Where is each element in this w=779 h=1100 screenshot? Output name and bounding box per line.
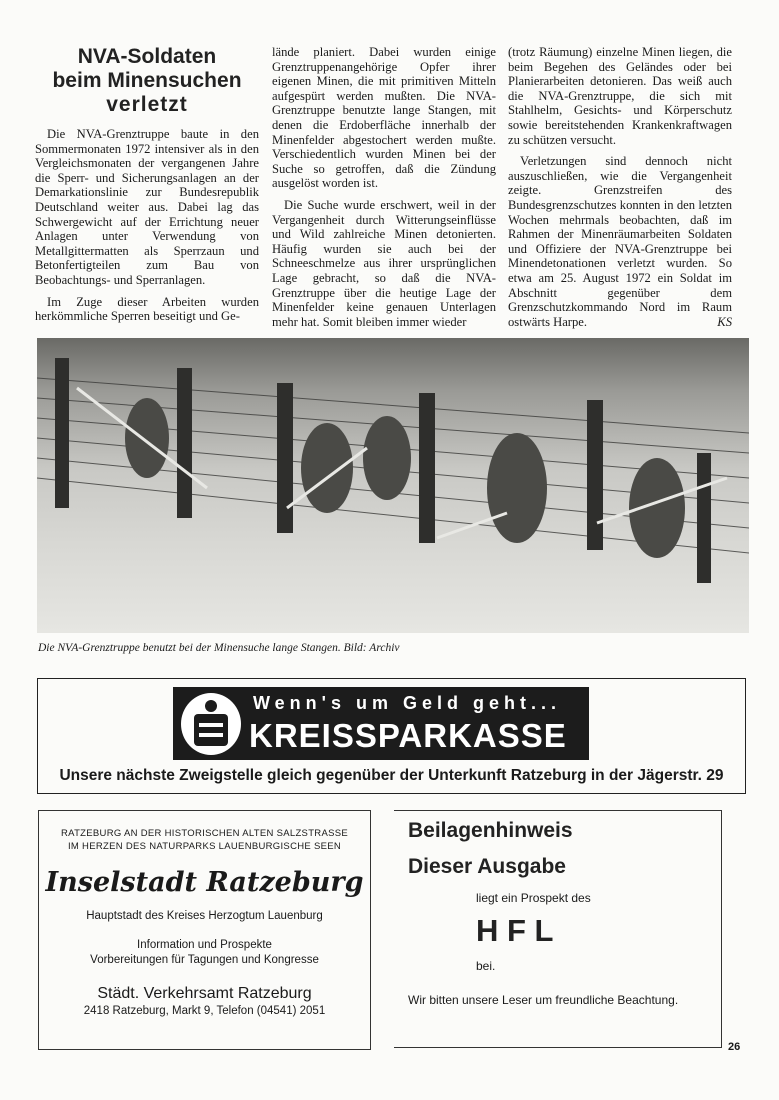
paragraph: Die NVA-Grenztruppe baute in den Sommermonaten 1972 intensiver als in den Vergleichsmonaten der vergangenen Jahre die Sperr- und Sicherungsanlagen an der Demarkationslinie zur Bundesrepublik Deutschland weiter aus. Dabei lag das Schwergewicht auf der Errichtung neuer Anlagen unter Verwendung von Metallgittermatten als Sperrzaun und Betonfertigteilen zum Bau von Beobachtungs- und Sperranlagen. — [35, 127, 259, 287]
headline-line: beim Minensuchen — [52, 69, 242, 92]
headline-line: verletzt — [106, 93, 188, 116]
notice-text-end: bei. — [476, 959, 496, 973]
ad-info: Information und Prospekte — [137, 939, 272, 951]
paragraph — [508, 154, 732, 329]
notice-brand: H F L — [476, 913, 554, 948]
paragraph: lände planiert. Dabei wurden einige Grenztruppenangehörige Opfer ihrer eigenen Minen, die mit primitiven Mitteln aufgespürt werden mußten. Die NVA-Grenztruppe benutzte lange Stangen, mit denen die Erdoberfläche innerhalb der Minenfelder abgestochert werden mußte. Verschiedentlich wurden Minen bei der Suche so getroffen, daß die Zündung ausgelöst worden ist. — [272, 45, 496, 191]
ad-office: Städt. Verkehrsamt Ratzeburg — [97, 985, 312, 1002]
notice-note: Wir bitten unsere Leser um freundliche Beachtung. — [408, 993, 679, 1007]
headline-line: NVA-Soldaten — [77, 45, 217, 68]
paragraph: (trotz Räumung) einzelne Minen liegen, die beim Begehen des Geländes oder bei Planierarbeiten detonieren. Das weiß auch die NVA-Grenztruppe, die sich mit Stahlhelm, Gesichts- und Körperschutz sowie bereitstehenden Krankenkraftwagen zu schützen versucht. — [508, 45, 732, 147]
article-column-1 — [35, 45, 259, 331]
notice-text: liegt ein Prospekt des — [476, 891, 591, 905]
notice-subtitle: Dieser Ausgabe — [408, 855, 566, 878]
author-signature: KS — [717, 314, 732, 329]
kreissparkasse-ad — [37, 678, 746, 794]
article-photo — [37, 338, 749, 633]
paragraph-text: Verletzungen sind dennoch nicht auszuschließen, wie die Vergangenheit zeigte. Grenzstreifen des Bundesgrenzschutzes konnten in den letzten Wochen mehrmals beobachten, daß im Rahmen der Minenräumarbeiten Soldaten und Offiziere der NVA-Grenztruppe bei Minendetonationen verletzt wurden. So etwa am 25. August 1972 ein Soldat im Abschnitt gegenüber dem Grenzschutzkommando Nord im Raum ostwärts Harpe. — [508, 154, 732, 329]
beilage-notice — [394, 810, 722, 1048]
article-headline — [35, 45, 259, 117]
ratzeburg-ad — [38, 810, 371, 1050]
ad-slogan: Wenn's um Geld geht... — [253, 693, 561, 713]
tagline-line: IM HERZEN DES NATURPARKS LAUENBURGISCHE SEEN — [67, 841, 342, 852]
page-number: 26 — [728, 1041, 741, 1053]
paragraph: Im Zuge dieser Arbeiten wurden herkömmliche Sperren beseitigt und Ge- — [35, 294, 259, 324]
ad-subtitle: Hauptstadt des Kreises Herzogtum Lauenburg — [86, 910, 323, 922]
article-column-3 — [508, 45, 732, 336]
ad-info: Vorbereitungen für Tagungen und Kongresse — [90, 954, 319, 966]
kreissparkasse-banner — [173, 687, 589, 760]
tagline-line: RATZEBURG AN DER HISTORISCHEN ALTEN SALZSTRASSE — [60, 828, 349, 839]
ad-address: 2418 Ratzeburg, Markt 9, Telefon (04541) 2051 — [83, 1005, 326, 1017]
sparkasse-logo-icon — [181, 693, 241, 755]
article-column-2 — [272, 45, 496, 336]
photo-soldiers-fence — [37, 338, 749, 633]
ad-branch-info: Unsere nächste Zweigstelle gleich gegenüber der Unterkunft Ratzeburg in der Jägerstr. 29 — [59, 767, 724, 784]
ad-brand-name: KREISSPARKASSE — [249, 717, 567, 754]
paragraph: Die Suche wurde erschwert, weil in der Vergangenheit durch Witterungseinflüsse und Wild zahlreiche Minen detonierten. Häufig wurden sie auch bei der Schneeschmelze aus ihrer ursprünglichen Lage gebracht, so daß die NVA-Grenztruppe über die heutige Lage der Minenfelder keine genauen Unterlagen mehr hat. Somit bleiben immer wieder — [272, 197, 496, 329]
notice-title: Beilagenhinweis — [408, 819, 573, 842]
ad-tagline — [39, 827, 370, 853]
photo-caption: Die NVA-Grenztruppe benutzt bei der Minensuche lange Stangen. Bild: Archiv — [38, 642, 400, 654]
ad-title: Inselstadt Ratzeburg — [45, 867, 364, 898]
